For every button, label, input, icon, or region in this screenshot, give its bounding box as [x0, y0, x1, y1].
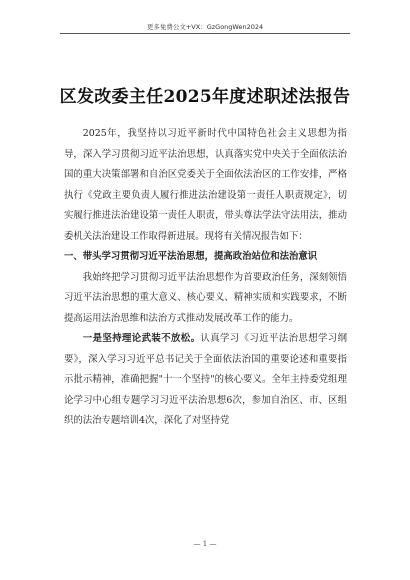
document-body	[64, 124, 347, 432]
intro-paragraph: 2025年，我坚持以习近平新时代中国特色社会主义思想为指导，深入学习贯彻习近平法治思想，认真落实党中央关于全面依法治国的重大决策部署和自治区党委关于全面依法治区的工作安排，严格执行《党政主要负责人履行推进法治建设第一责任人职责规定》，切实履行推进法治建设第一责任人职责，带头尊法学法守法用法，推动委机关法治建设工作取得新进展。现将有关情况报告如下：	[64, 128, 347, 242]
header-divider	[60, 33, 350, 34]
point-one-paragraph	[64, 329, 347, 432]
section-one-heading: 一、带头学习贯彻习近平法治思想，提高政治站位和法治意识	[64, 251, 318, 262]
point-one-lead: 一是坚持理论武装不放松。	[82, 333, 201, 344]
section-one-paragraph: 我始终把学习贯彻习近平法治思想作为首要政治任务，深刻领悟习近平法治思想的重大意义、核心要义、精神实质和实践要求，不断提高运用法治思维和法治方式推动发展改革工作的能力。	[64, 271, 347, 324]
page-header-text: 更多免费公文+VX：GzGongWen2024	[146, 23, 264, 31]
document-title: 区发改委主任2025年度述职述法报告	[59, 87, 351, 107]
page-number: — 1 —	[193, 540, 217, 548]
point-one-text: 认真学习《习近平法治思想学习纲要》，深入学习习近平总书记关于全面依法治国的重要论述和重要指示批示精神，准确把握"十一个坚持"的核心要义。全年主持委党组理论学习中心组专题学习习近平法治思想6次，参加自治区、市、区组织的法治专题培训4次，深化了对坚持党	[64, 333, 347, 426]
